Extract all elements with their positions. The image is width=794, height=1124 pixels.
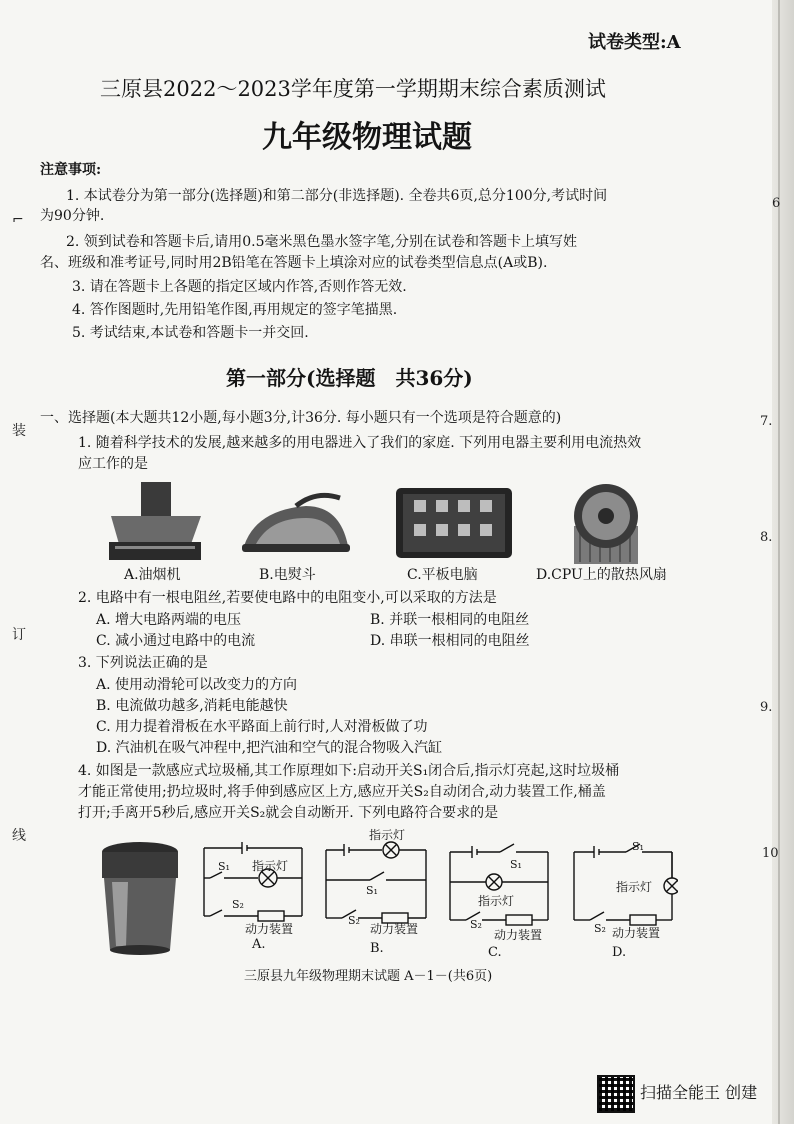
range-hood-image — [105, 480, 205, 566]
note-line: 4. 答作图题时,先用铅笔作图,再用规定的签字笔描黑. — [72, 302, 398, 318]
label-s1: S₁ — [218, 860, 230, 873]
lamp-label: 指示灯 — [616, 880, 653, 894]
q1-option-d: D.CPU上的散热风扇 — [536, 567, 667, 583]
q3-option-d: D. 汽油机在吸气冲程中,把汽油和空气的混合物吸入汽缸 — [96, 740, 443, 756]
note-line: 名、班级和准考证号,同时用2B铅笔在答题卡上填涂对应的试卷类型信息点(A或B). — [40, 255, 548, 271]
edge-fragment: 8. — [760, 530, 773, 545]
scanner-watermark: 扫描全能王 创建 — [640, 1083, 758, 1102]
q3-stem: 3. 下列说法正确的是 — [78, 655, 208, 671]
circuit-diagram-a — [196, 842, 306, 924]
motor-label: 动力装置 — [370, 922, 419, 936]
q1-option-a: A.油烟机 — [124, 567, 181, 583]
page-fold-shadow — [778, 0, 780, 1124]
notes-heading: 注意事项: — [40, 162, 102, 178]
page-footer: 三原县九年级物理期末试题 A－1－(共6页) — [244, 969, 493, 984]
circuit-label-a: A. — [252, 937, 266, 952]
q1-stem: 1. 随着科学技术的发展,越来越多的用电器进入了我们的家庭. 下列用电器主要利用电流热效 — [78, 435, 642, 451]
q3-option-b: B. 电流做功越多,消耗电能越快 — [96, 698, 288, 714]
q3-option-a: A. 使用动滑轮可以改变力的方向 — [96, 677, 298, 693]
trash-can-image — [98, 838, 182, 958]
edge-fragment: 7. — [760, 414, 773, 429]
edge-fragment: 6 — [772, 196, 781, 211]
lamp-label: 指示灯 — [478, 894, 515, 908]
label-s2: S₂ — [470, 918, 482, 931]
circuit-label-d: D. — [612, 945, 627, 960]
paper-type: 试卷类型:A — [588, 32, 681, 53]
binding-mark: ⌐ — [12, 212, 24, 228]
circuit-label-c: C. — [488, 945, 502, 960]
label-s2: S₂ — [348, 914, 360, 927]
q3-option-c: C. 用力提着滑板在水平路面上前行时,人对滑板做了功 — [96, 719, 428, 735]
exam-title: 三原县2022～2023学年度第一学期期末综合素质测试 — [100, 77, 606, 101]
q1-option-c: C.平板电脑 — [407, 567, 478, 583]
qr-code-icon — [597, 1075, 635, 1113]
electric-iron-image — [236, 488, 354, 558]
motor-label: 动力装置 — [245, 922, 294, 936]
circuit-diagram-c — [444, 842, 554, 928]
note-line: 为90分钟. — [40, 208, 105, 224]
binding-mark-ding: 订 — [12, 627, 26, 643]
circuit-label-b: B. — [370, 941, 384, 956]
label-s2: S₂ — [594, 922, 606, 935]
label-s1: S₁ — [366, 884, 378, 897]
motor-label: 动力装置 — [494, 928, 543, 942]
q1-stem: 应工作的是 — [78, 456, 148, 472]
lamp-label: 指示灯 — [252, 859, 289, 873]
motor-label: 动力装置 — [612, 926, 661, 940]
note-line: 2. 领到试卷和答题卡后,请用0.5毫米黑色墨水签字笔,分别在试卷和答题卡上填写姓 — [66, 234, 577, 250]
page-title: 九年级物理试题 — [262, 120, 472, 155]
label-s2: S₂ — [232, 898, 244, 911]
edge-fragment: 10 — [762, 846, 779, 861]
note-line: 3. 请在答题卡上各题的指定区域内作答,否则作答无效. — [72, 279, 407, 295]
binding-mark-zhuang: 装 — [12, 423, 26, 439]
binding-mark-xian: 线 — [12, 828, 26, 844]
edge-fragment: 9. — [760, 700, 773, 715]
q2-option-b: B. 并联一根相同的电阻丝 — [370, 612, 530, 628]
q2-option-d: D. 串联一根相同的电阻丝 — [370, 633, 530, 649]
cpu-fan-image — [562, 480, 650, 566]
q1-option-b: B.电熨斗 — [259, 567, 316, 583]
label-s1: S₁ — [632, 840, 644, 853]
adjacent-page-edge — [772, 0, 794, 1124]
note-line: 5. 考试结束,本试卷和答题卡一并交回. — [72, 325, 309, 341]
part1-title: 第一部分(选择题 共36分) — [226, 366, 473, 390]
q4-stem: 4. 如图是一款感应式垃圾桶,其工作原理如下:启动开关S₁闭合后,指示灯亮起,这时垃圾桶 — [78, 763, 620, 779]
tablet-image — [394, 486, 514, 560]
section-intro: 一、选择题(本大题共12小题,每小题3分,计36分. 每小题只有一个选项是符合题意的) — [40, 410, 562, 426]
q2-option-c: C. 减小通过电路中的电流 — [96, 633, 256, 649]
q4-stem: 打开;手离开5秒后,感应开关S₂就会自动断开. 下列电路符合要求的是 — [78, 805, 499, 821]
q4-stem: 才能正常使用;扔垃圾时,将手伸到感应区上方,感应开关S₂自动闭合,动力装置工作,桶盖 — [78, 784, 606, 800]
label-s1: S₁ — [510, 858, 522, 871]
q2-option-a: A. 增大电路两端的电压 — [96, 612, 242, 628]
note-line: 1. 本试卷分为第一部分(选择题)和第二部分(非选择题). 全卷共6页,总分100分,考试时间 — [66, 188, 608, 204]
lamp-label: 指示灯 — [369, 828, 406, 842]
q2-stem: 2. 电路中有一根电阻丝,若要使电路中的电阻变小,可以采取的方法是 — [78, 590, 497, 606]
